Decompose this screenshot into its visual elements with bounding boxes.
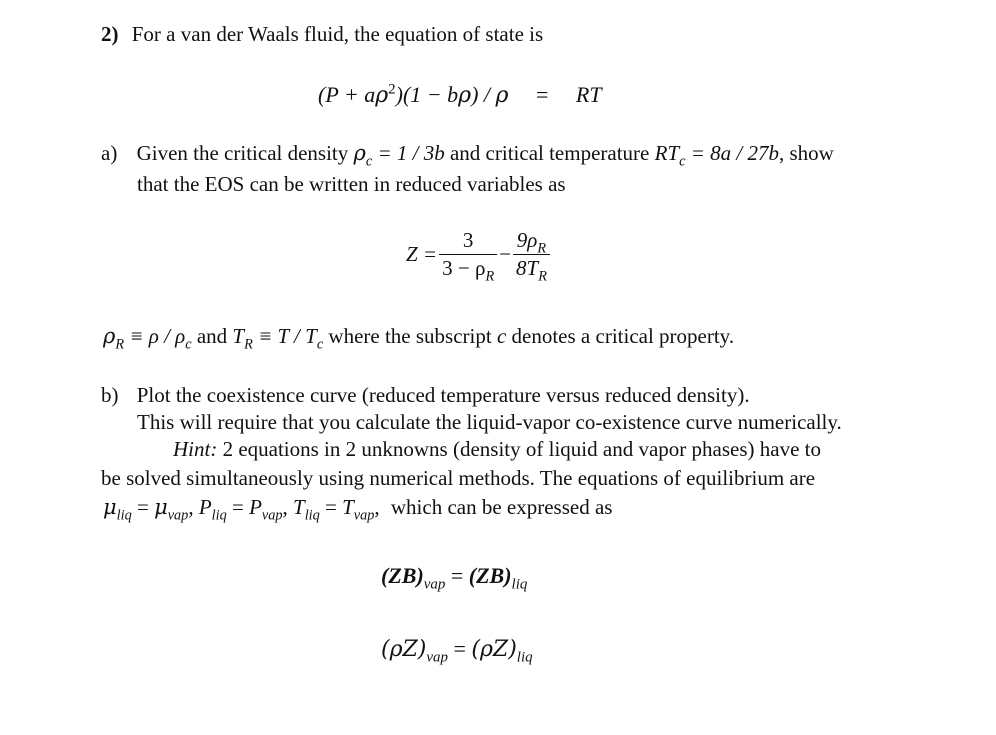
part-b-line2: This will require that you calculate the liquid-vapor co-existence curve numerically. xyxy=(137,410,842,434)
reduced-eos-minus: − xyxy=(499,242,511,266)
part-b-label: b) xyxy=(101,383,119,407)
part-a-line2: that the EOS can be written in reduced variables as xyxy=(137,172,566,196)
hint-label: Hint: xyxy=(173,437,218,461)
eos-rhs: RT xyxy=(575,82,602,107)
reduced-eos xyxy=(406,228,552,285)
part-b-line5-post: which can be expressed as xyxy=(390,495,613,519)
reduced-eos-z: Z = xyxy=(406,242,438,266)
problem-number: 2) xyxy=(101,22,119,46)
eos-equation: $(P + a\rho^2)(1 - b\rho) / \rho$ = RT xyxy=(318,81,602,108)
part-a-line1: a) Given the critical density $\rho_c = 1 / 3b$ and critical temperature $RT_c = 8a / 27b$, show xyxy=(101,141,834,170)
reduced-eos-frac2: $\frac{9\rho_R}{8T_R}$ xyxy=(513,228,550,281)
equilibrium-conditions: $\mu_{liq} = \mu_{vap}$, $P_{liq} = P_{vap}$, $T_{liq} = T_{vap}$, which can be expressed as xyxy=(103,495,613,524)
reduced-variable-definitions: $\rho_R \equiv \rho / \rho_c$ and $T_R \equiv T / T_c$ where the subscript c denotes a critical property. xyxy=(103,324,735,353)
part-b-line3: Hint: 2 equations in 2 unknowns (density of liquid and vapor phases) have to xyxy=(173,437,821,461)
problem-intro-text: For a van der Waals fluid, the equation of state is xyxy=(131,22,544,46)
part-b-line1: b) Plot the coexistence curve (reduced temperature versus reduced density). xyxy=(101,383,750,407)
part-b-line4: be solved simultaneously using numerical methods. The equations of equilibrium are xyxy=(101,466,816,490)
part-a-label: a) xyxy=(101,141,118,165)
problem-intro-line xyxy=(101,22,543,47)
reduced-eos-frac1: $\frac{3}{3 - \rho_R}$ xyxy=(439,228,497,281)
eos-equals: = xyxy=(535,82,549,107)
zb-equation: $(ZB)_{vap} = (ZB)_{liq}$ xyxy=(381,563,528,593)
rhoz-equation: $(\rho Z)_{vap} = (\rho Z)_{liq}$ xyxy=(381,636,533,666)
